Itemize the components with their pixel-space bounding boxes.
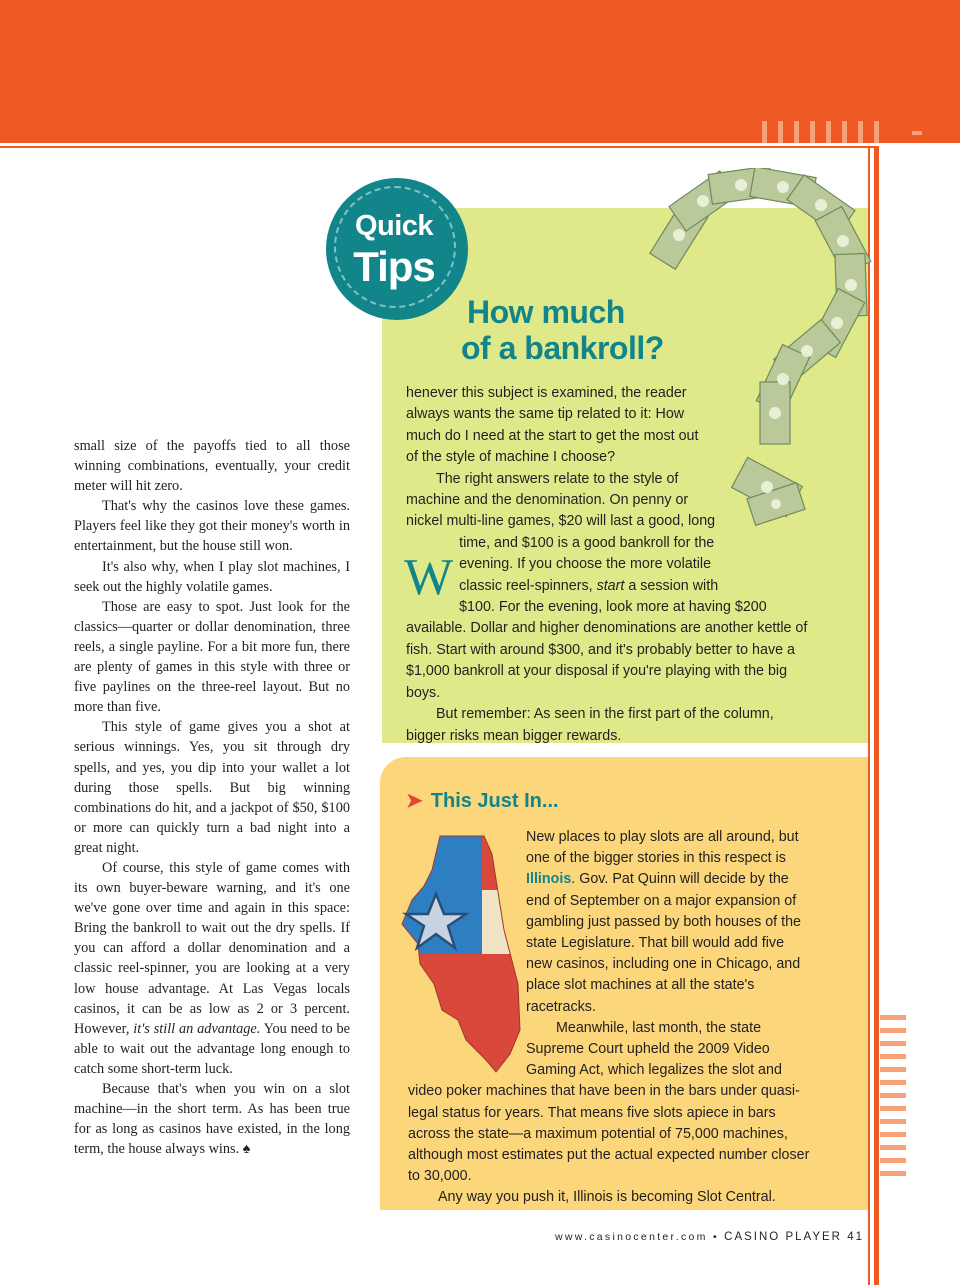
highlight-text: Illinois — [526, 871, 572, 888]
article-paragraph — [74, 858, 350, 1079]
spade-end-mark: ♠ — [242, 1141, 251, 1158]
news-paragraph: Any way you push it, Illinois is becoming Slot Central. — [438, 1189, 776, 1206]
side-tick-marks — [880, 1015, 906, 1176]
text-run: The right answers relate to the style of machine and the denomination. On penny or nickel multi-line games, $20 will last a good, long time, and $100 is a good bankroll for the evening. If you choose the more volatile classic reel-spinners, — [406, 470, 716, 594]
news-paragraph: Meanwhile, last month, the state Supreme Court upheld the 2009 Video Gaming Act, which legalizes the slot and video poker machines that have been in the bars under quasi-legal status for years. That means five slots apiece in bars across the state—a maximum potential of 75,000 machines, although most estimates put the actual expected number closer to 30,000. — [408, 1019, 810, 1185]
header-dash — [912, 131, 922, 135]
text-run: Of course, this style of game comes with its own buyer-beware warning, and it's one we've gone over time and again in this space: Bring the bankroll to wait out the dry spells. If you can afford a dollar denomination and a classic reel-spinner, you are looking at a very low house advantage. At Las Vegas locals casinos, it can be as low as 2 or 3 percent. However, — [74, 859, 350, 1037]
this-just-in-title — [406, 787, 559, 815]
article-paragraph — [74, 1079, 350, 1159]
text-run: a session with $100. For the evening, look more at having $200 available. Dollar and higher denominations are another kettle of fish. Start with around $300, and it's probably better to have a $1,000 bankroll at your disposal if you're playing with the big boys. — [406, 577, 808, 701]
footer-magazine: CASINO PLAYER — [724, 1231, 842, 1243]
arrow-icon: ➤ — [406, 790, 423, 812]
quick-tips-headline — [461, 294, 741, 366]
article-paragraph: That's why the casinos love these games. Players feel like they got their money's worth in entertainment, but the house still won. — [74, 498, 350, 555]
headline-line: How much — [467, 294, 625, 330]
page-footer — [555, 1231, 864, 1243]
badge-label-quick: Quick — [354, 210, 434, 242]
article-column — [74, 436, 350, 1159]
footer-page-number: 41 — [847, 1231, 864, 1243]
badge-label-tips: Tips — [353, 243, 435, 290]
emphasis-text: start — [596, 577, 625, 594]
section-title: This Just In... — [430, 790, 559, 812]
this-just-in-body — [408, 827, 812, 1209]
drop-cap: W — [404, 549, 454, 606]
text-run: henever this subject is examined, the reader always wants the same tip related to it: How much do I need at the start to get the most out of the style of machine I choose? — [406, 385, 699, 466]
text-run: New places to play slots are all around, but one of the bigger stories in this respect is — [526, 829, 799, 867]
article-paragraph: This style of game gives you a shot at serious winnings. Yes, you sit through dry spells, and yes, you dip into your wallet a lot during those spells. But big winning combinations do hit, and a jackpot of $50, $100 or more can quickly turn a bad night into a great night. — [74, 719, 350, 856]
horizontal-rule — [0, 146, 879, 148]
article-paragraph: Those are easy to spot. Just look for the classics—quarter or dollar denomination, three reels, a single payline. For a bit more fun, there are plenty of games in this style with three or five paylines on the three-reel layout. But no more than five. — [74, 598, 350, 716]
emphasis-text: it's still an advantage. — [133, 1020, 261, 1037]
article-paragraph: It's also why, when I play slot machines, I seek out the highly volatile games. — [74, 558, 350, 595]
footer-site: www.casinocenter.com — [554, 1231, 708, 1243]
quick-tips-body — [406, 383, 816, 747]
headline-line: of a bankroll? — [461, 330, 664, 366]
tip-paragraph: But remember: As seen in the first part of the column, bigger risks mean bigger rewards. — [406, 706, 774, 744]
text-run: You need to be able to wait out the advantage long enough to catch some short-term luck. — [74, 1020, 350, 1077]
footer-separator: • — [712, 1231, 719, 1243]
article-paragraph: small size of the payoffs tied to all those winning combinations, eventually, your credit meter will hit zero. — [74, 438, 350, 495]
text-run: . Gov. Pat Quinn will decide by the end of September on a major expansion of gambling just passed by both houses of the state Legislature. That bill would add five new casinos, including one in Chicago, and place slot machines at all the state's racetracks. — [526, 871, 801, 1015]
header-tick-marks — [762, 121, 879, 143]
text-run: Because that's when you win on a slot machine—in the short term. As has been true for as long as casinos have existed, in the long term, the house always wins. — [74, 1081, 350, 1158]
